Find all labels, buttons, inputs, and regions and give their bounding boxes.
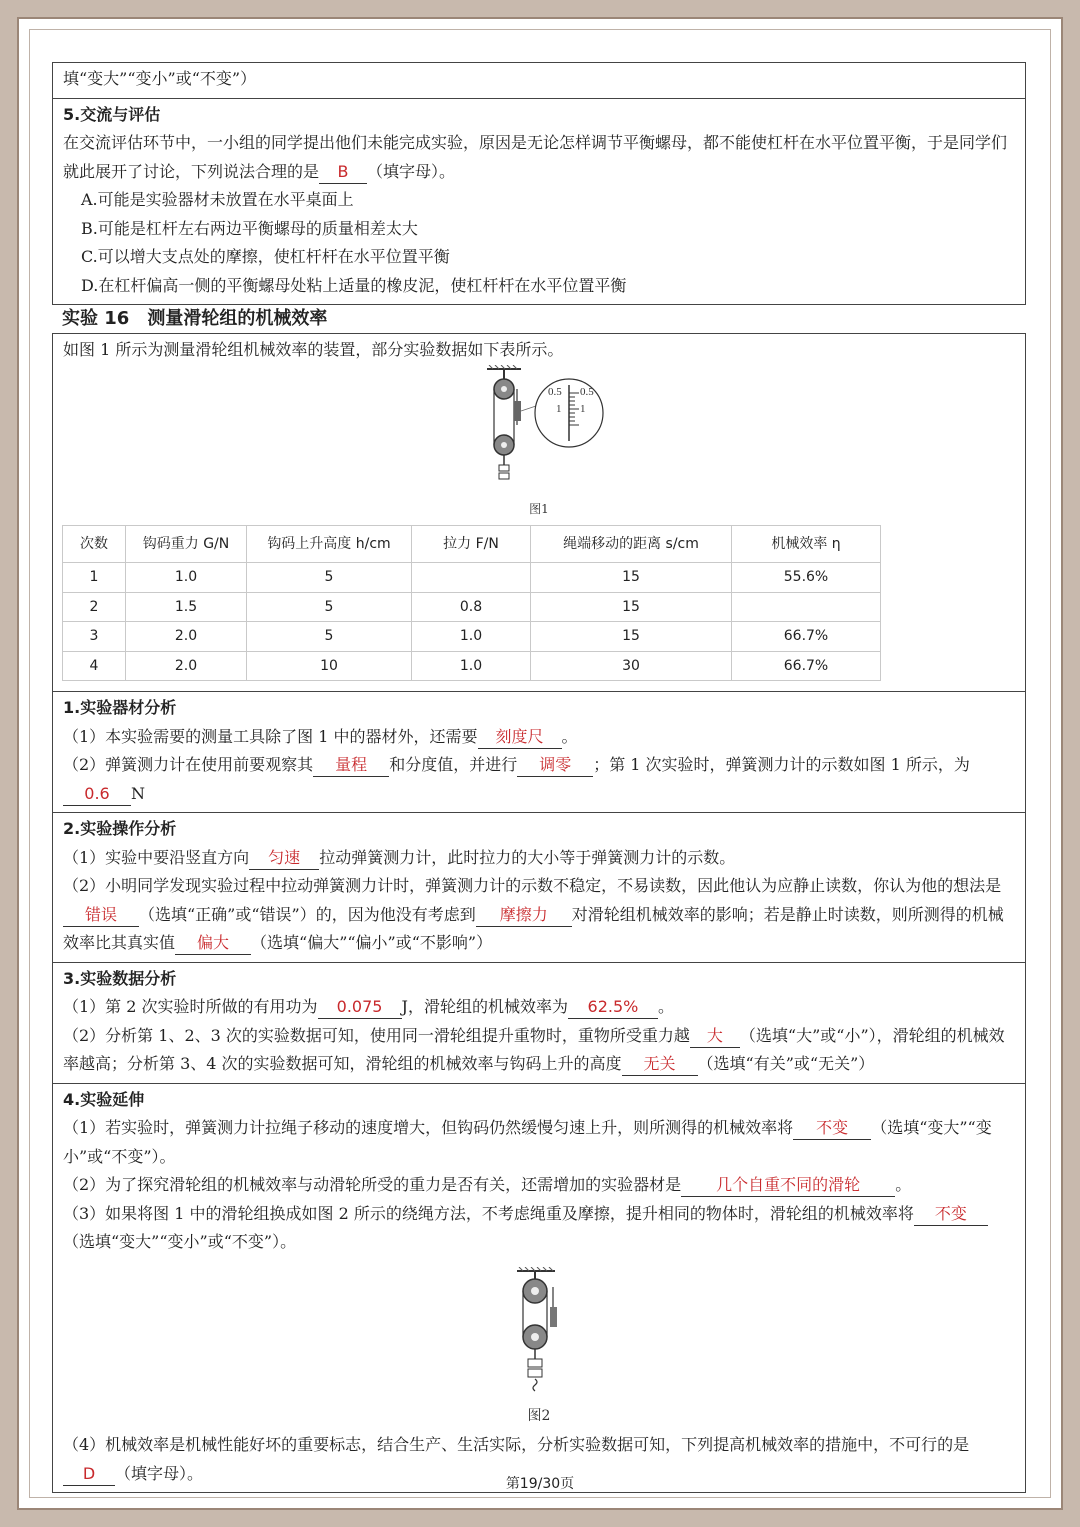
table-cell (412, 563, 531, 593)
section-3-q1 (63, 993, 1015, 1022)
question-text: （4）机械效率是机械性能好坏的重要标志，结合生产、生活实际，分析实验数据可知，下列提高机械效率的措施中，不可行的是 (63, 1435, 970, 1454)
answer-blank: 调零 (517, 754, 593, 777)
table-header: 机械效率 η (732, 526, 881, 563)
question-text: （1）第 2 次实验时所做的有用功为 (63, 997, 318, 1016)
answer-blank: 量程 (313, 754, 389, 777)
question-text: （选填“变大”“变小”或“不变”）。 (63, 1232, 297, 1251)
section-5-title: 5.交流与评估 (63, 104, 161, 124)
section-5-box (52, 99, 1026, 306)
table-header: 钩码上升高度 h/cm (247, 526, 412, 563)
table-cell: 5 (247, 563, 412, 593)
question-text: （填字母）。 (115, 1463, 204, 1483)
question-text: （选填“有关”或“无关”） (697, 1054, 875, 1073)
option-b: B.可能是杠杆左右两边平衡螺母的质量相差太大 (81, 218, 418, 238)
table-row (63, 622, 881, 652)
question-text: 和分度值，并进行 (389, 755, 518, 774)
question-text: （选填“变大”“变小”或“不变”）。 (63, 1118, 992, 1166)
table-cell: 1.5 (126, 592, 247, 622)
question-text: （1）本实验需要的测量工具除了图 1 中的器材外，还需要 (63, 726, 478, 746)
table-cell: 1.0 (126, 563, 247, 593)
question-text: （选填“正确”或“错误”）的，因为他没有考虑到 (139, 904, 476, 924)
table-cell: 30 (531, 651, 732, 681)
table-header: 绳端移动的距离 s/cm (531, 526, 732, 563)
table-header: 次数 (63, 526, 126, 563)
prev-experiment-box (52, 62, 1026, 99)
table-cell: 5 (247, 592, 412, 622)
table-row (63, 563, 881, 593)
table-cell: 55.6% (732, 563, 881, 593)
question-text: N (131, 783, 145, 803)
answer-blank: 匀速 (249, 847, 319, 870)
section-4-box (52, 1084, 1026, 1494)
figure-1 (63, 365, 1015, 518)
table-cell: 5 (247, 622, 412, 652)
table-cell: 2.0 (126, 651, 247, 681)
table-cell: 66.7% (732, 651, 881, 681)
table-cell: 3 (63, 622, 126, 652)
question-text: J，滑轮组的机械效率为 (401, 997, 568, 1016)
pulley-diagram-2 (509, 1267, 569, 1397)
experiment-intro-box (52, 333, 1026, 692)
section-1-q1 (63, 723, 1015, 752)
section-5-question (63, 129, 1015, 186)
table-cell: 4 (63, 651, 126, 681)
section-4-q3 (63, 1200, 1015, 1257)
question-text: ；第 1 次实验时，弹簧测力计的示数如图 1 所示，为 (593, 755, 970, 774)
section-4-q2 (63, 1171, 1015, 1200)
table-cell: 10 (247, 651, 412, 681)
question-text: （2）为了探究滑轮组的机械效率与动滑轮所受的重力是否有关，还需增加的实验器材是 (63, 1175, 682, 1194)
section-2-title: 2.实验操作分析 (63, 819, 177, 838)
answer-blank: 不变 (914, 1203, 988, 1226)
table-cell: 66.7% (732, 622, 881, 652)
question-text: 在交流评估环节中，一小组的同学提出他们未能完成实验，原因是无论怎样调节平衡螺母，都不能使杠杆在水平位置平衡，于是同学们就此展开了讨论，下列说法合理的是 (63, 133, 1008, 181)
section-4-q1 (63, 1114, 1015, 1171)
answer-blank: 0.075 (318, 996, 402, 1019)
table-header: 拉力 F/N (412, 526, 531, 563)
question-text: 拉动弹簧测力计，此时拉力的大小等于弹簧测力计的示数。 (319, 847, 736, 867)
pulley-diagram-1 (469, 365, 609, 495)
question-text: （1）若实验时，弹簧测力计拉绳子移动的速度增大，但钩码仍然缓慢匀速上升，则所测得的机械效率将 (63, 1118, 794, 1137)
section-2-q1 (63, 844, 1015, 873)
question-text: 。 (561, 726, 578, 746)
question-text: （填字母）。 (367, 161, 456, 181)
table-cell: 15 (531, 563, 732, 593)
answer-blank: 大 (690, 1025, 740, 1048)
figure-2-caption: 图2 (527, 1408, 551, 1424)
question-text: （选填“大”或“小”），滑轮组的机械效率越高；分析第 3、4 次的实验数据可知，滑轮组的机械效率与钩码上升的高度 (63, 1025, 1005, 1073)
question-text: 。 (657, 997, 674, 1016)
option-c: C.可以增大支点处的摩擦，使杠杆杆在水平位置平衡 (81, 247, 450, 266)
answer-blank: D (63, 1463, 115, 1486)
experiment-16-title: 实验 16 测量滑轮组的机械效率 (62, 308, 328, 329)
section-3-box (52, 963, 1026, 1084)
answer-blank: 62.5% (568, 996, 658, 1019)
table-header-row (63, 526, 881, 563)
section-1-q2 (63, 751, 1015, 808)
scale-label-left: 0.5 (548, 385, 562, 398)
table-cell: 15 (531, 622, 732, 652)
section-1-box (52, 692, 1026, 813)
question-text: （2）小明同学发现实验过程中拉动弹簧测力计时，弹簧测力计的示数不稳定，不易读数，因此他认为应静止读数，你认为他的想法是 (63, 876, 1002, 895)
data-table (62, 525, 881, 681)
answer-blank: 不变 (793, 1117, 871, 1140)
answer-blank: 无关 (622, 1053, 698, 1076)
table-cell: 1.0 (412, 651, 531, 681)
answer-blank: 错误 (63, 904, 139, 927)
section-3-title: 3.实验数据分析 (63, 968, 177, 988)
table-row (63, 592, 881, 622)
answer-blank: 刻度尺 (478, 726, 562, 749)
answer-blank: 摩擦力 (476, 904, 572, 927)
table-cell: 2.0 (126, 622, 247, 652)
section-1-title: 1.实验器材分析 (63, 698, 177, 717)
scale-one-left: 1 (556, 402, 562, 415)
table-cell: 0.8 (412, 592, 531, 622)
question-text: （1）实验中要沿竖直方向 (63, 847, 250, 867)
table-header: 钩码重力 G/N (126, 526, 247, 563)
table-cell: 2 (63, 592, 126, 622)
option-a: A.可能是实验器材未放置在水平桌面上 (81, 190, 354, 209)
table-cell: 15 (531, 592, 732, 622)
figure-2 (63, 1257, 1015, 1426)
answer-blank: 几个自重不同的滑轮 (681, 1174, 895, 1197)
figure-1-caption: 图1 (529, 502, 549, 516)
table-row (63, 651, 881, 681)
question-text: 对滑轮组机械效率的影响；若是静止时读数，则所测得的机械效率比其真实值 (63, 904, 1004, 952)
section-4-title: 4.实验延伸 (63, 1089, 145, 1109)
section-2-box (52, 813, 1026, 963)
intro-text: 如图 1 所示为测量滑轮组机械效率的装置，部分实验数据如下表所示。 (63, 340, 564, 359)
option-d: D.在杠杆偏高一侧的平衡螺母处粘上适量的橡皮泥，使杠杆杆在水平位置平衡 (81, 275, 627, 295)
answer-blank: 偏大 (175, 932, 251, 955)
scale-label-right: 0.5 (580, 385, 594, 398)
question-text: （选填“偏大”“偏小”或“不影响”） (251, 933, 493, 952)
page-number: 第19/30页 (505, 1476, 575, 1492)
section-3-q2 (63, 1022, 1015, 1079)
question-text: （2）分析第 1、2、3 次的实验数据可知，使用同一滑轮组提升重物时，重物所受重力越 (63, 1025, 690, 1045)
table-cell: 1 (63, 563, 126, 593)
answer-blank: B (319, 161, 367, 184)
question-text: （3）如果将图 1 中的滑轮组换成如图 2 所示的绕绳方法，不考虑绳重及摩擦，提升相同的物体时，滑轮组的机械效率将 (63, 1203, 914, 1223)
scale-one-right: 1 (580, 402, 586, 415)
question-text: （2）弹簧测力计在使用前要观察其 (63, 755, 314, 774)
question-text: 。 (895, 1175, 912, 1194)
prev-tail-text: 填“变大”“变小”或“不变”） (63, 69, 257, 88)
table-cell: 1.0 (412, 622, 531, 652)
answer-blank: 0.6 (63, 783, 131, 806)
content (52, 62, 1026, 1493)
table-cell (732, 592, 881, 622)
section-2-q2 (63, 872, 1015, 958)
